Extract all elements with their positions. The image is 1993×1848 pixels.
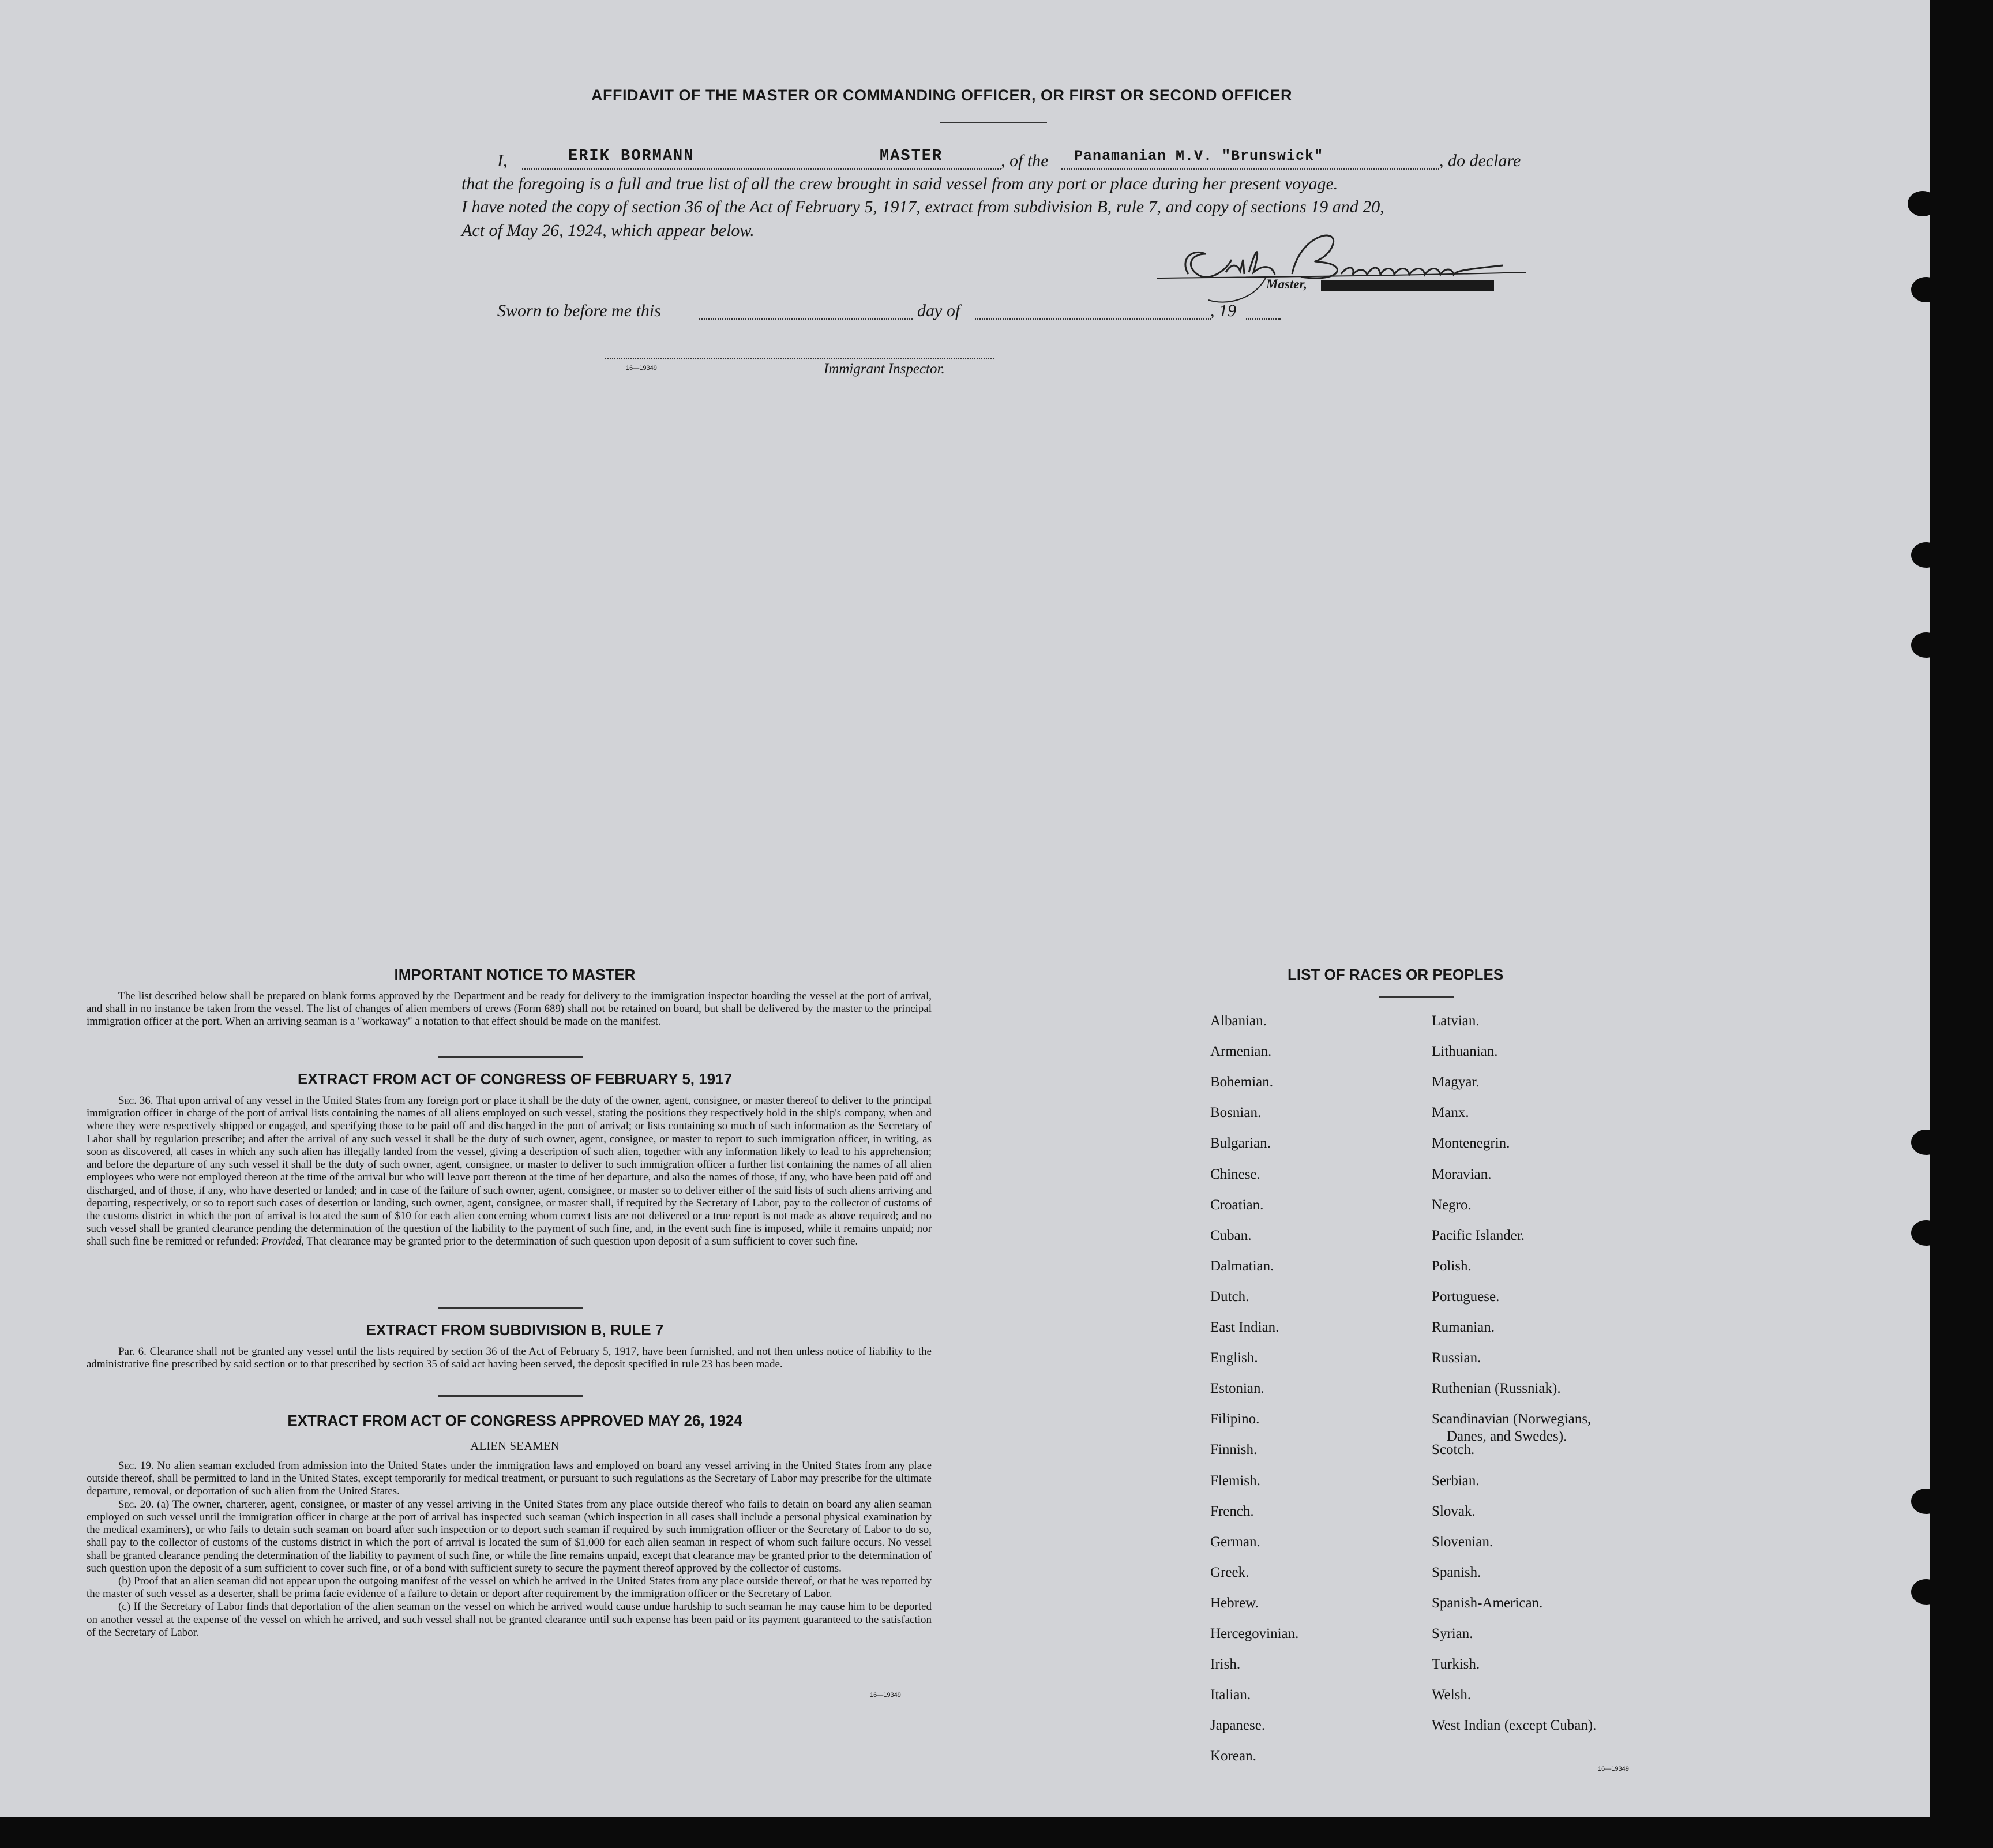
punch-hole (1911, 542, 1930, 568)
race-item: Korean. (1210, 1748, 1256, 1764)
race-item: Negro. (1432, 1197, 1472, 1213)
sec-19-label: Sec. 19. (118, 1460, 154, 1472)
race-item: Magyar. (1432, 1074, 1480, 1090)
race-item: Spanish-American. (1432, 1595, 1543, 1611)
year-label: , 19 (1210, 301, 1236, 320)
sec-20a-text (87, 1498, 932, 1575)
race-item: Greek. (1210, 1565, 1249, 1580)
vessel-field[interactable]: Panamanian M.V. "Brunswick" (1074, 148, 1324, 164)
i-prefix: I, (497, 151, 508, 170)
race-item: Italian. (1210, 1687, 1251, 1703)
notice-text: The list described below shall be prepared on blank forms approved by the Department and be ready for delivery to the immigration inspector boarding the vessel at the port of arrival, and shall in no instance be taken from the vessel. The list of changes of alien members of crews (Form 689) shall not be retained on board, but shall be delivered by the master to the principal immigration officer at the port. When an arriving seaman is a "workaway" a notation to that effect should be made on the manifest. (87, 990, 932, 1028)
race-item: Dalmatian. (1210, 1258, 1274, 1274)
race-item: Manx. (1432, 1105, 1469, 1120)
master-name-field[interactable]: ERIK BORMANN (568, 148, 695, 165)
extract-1924-title: EXTRACT FROM ACT OF CONGRESS APPROVED MAY 26, 1924 (287, 1412, 742, 1429)
races-title: LIST OF RACES OR PEOPLES (1288, 966, 1504, 983)
race-item: German. (1210, 1534, 1260, 1550)
master-label: Master, (1266, 277, 1307, 291)
alien-seamen-subtitle: ALIEN SEAMEN (470, 1439, 560, 1453)
sec-20c-text: (c) If the Secretary of Labor finds that deportation of the alien seaman on the vessel on which he arrived would cause undue hardship to such seaman he may cause him to be deported on another vessel at the expense of the vessel on which he arrived, and such vessel shall not be granted clearance until such expense has been paid or its payment guaranteed to the satisfaction of the Secretary of Labor. (87, 1600, 932, 1639)
race-item: Danes, and Swedes). (1447, 1429, 1567, 1444)
extract-1917-text (87, 1094, 932, 1249)
race-item: Moravian. (1432, 1167, 1492, 1182)
subdivision-text: Par. 6. Clearance shall not be granted any vessel until the lists required by section 36 of the Act of February 5, 1917, have been furnished, and not then unless notice of liability to the administrative fine prescribed by said section or to that prescribed by section 35 of said act having been served, the deposit specified in rule 23 has been made. (87, 1345, 932, 1371)
extract-form-number: 16—19349 (870, 1692, 901, 1699)
race-item: Slovenian. (1432, 1534, 1493, 1550)
race-item: Lithuanian. (1432, 1044, 1498, 1059)
punch-hole (1911, 1579, 1930, 1605)
vessel-line (1061, 168, 1439, 170)
of-the-label: , of the (1001, 151, 1049, 170)
extract-1917-divider (438, 1307, 583, 1309)
race-item: Flemish. (1210, 1473, 1260, 1489)
do-declare-label: , do declare (1439, 151, 1521, 170)
race-item: Syrian. (1432, 1626, 1473, 1641)
title-divider (940, 122, 1047, 123)
provided-word: Provided, (261, 1235, 305, 1248)
race-item: Ruthenian (Russniak). (1432, 1381, 1561, 1396)
race-item: French. (1210, 1504, 1254, 1519)
name-line (522, 168, 1001, 170)
race-item: Armenian. (1210, 1044, 1272, 1059)
race-item: English. (1210, 1350, 1258, 1366)
sworn-label: Sworn to before me this (497, 301, 661, 320)
race-item: Albanian. (1210, 1013, 1267, 1029)
inspector-signature-line (605, 358, 994, 359)
extract-1924-body (87, 1460, 932, 1639)
race-item: Latvian. (1432, 1013, 1480, 1029)
race-item: Japanese. (1210, 1718, 1266, 1733)
race-item: Estonian. (1210, 1381, 1264, 1396)
race-item: Russian. (1432, 1350, 1481, 1366)
race-item: Bosnian. (1210, 1105, 1262, 1120)
sec-20-label: Sec. 20. (118, 1498, 154, 1510)
subdivision-divider (438, 1395, 583, 1397)
race-item: Scotch. (1432, 1442, 1475, 1457)
extract-1917-title: EXTRACT FROM ACT OF CONGRESS OF FEBRUARY 5, 1917 (297, 1070, 733, 1088)
races-form-number: 16—19349 (1598, 1765, 1629, 1772)
race-item: Polish. (1432, 1258, 1472, 1274)
race-item: Finnish. (1210, 1442, 1258, 1457)
race-item: Serbian. (1432, 1473, 1480, 1489)
notice-title: IMPORTANT NOTICE TO MASTER (394, 966, 636, 983)
race-item: Croatian. (1210, 1197, 1264, 1213)
race-item: Welsh. (1432, 1687, 1472, 1703)
race-item: Scandinavian (Norwegians, (1432, 1411, 1592, 1427)
punch-hole (1911, 1489, 1930, 1514)
punch-hole (1911, 1130, 1930, 1155)
race-item: Filipino. (1210, 1411, 1260, 1427)
race-item: Hebrew. (1210, 1595, 1259, 1611)
subdivision-title: EXTRACT FROM SUBDIVISION B, RULE 7 (366, 1321, 664, 1339)
sworn-day-line (699, 318, 913, 320)
race-item: Chinese. (1210, 1167, 1260, 1182)
race-item: Rumanian. (1432, 1320, 1495, 1335)
race-item: Montenegrin. (1432, 1135, 1510, 1151)
races-divider (1379, 996, 1454, 998)
race-item: Spanish. (1432, 1565, 1481, 1580)
race-item: Slovak. (1432, 1504, 1476, 1519)
sec-36-label: Sec. 36. (118, 1094, 153, 1107)
sec-20a-body: (a) The owner, charterer, agent, consignee, or master of any vessel arriving in the United States from any place outside thereof who fails to detain on board any alien seaman employed on such vessel until the immigration officer in charge at the port of arrival has inspected such seaman (which inspection in all cases shall include a personal physical examination by the medical examiners), or who fails to detain such seaman on board after such inspection or to deport such seaman if required by such immigration officer or the Secretary of Labor to do so, shall pay to the collector of customs of the customs district in which the port of arrival is located the sum of $1,000 for each alien seaman in respect of whom such failure occurs. No vessel shall be granted clearance pending the determination of the liability to payment of such fine, or while the fine remains unpaid, except that clearance may be granted prior to the determination of such question upon the deposit of a sum sufficient to cover such fine, or of a bond with sufficient surety to secure the payment thereof approved by the collector of customs. (87, 1498, 932, 1575)
form-number: 16—19349 (626, 365, 657, 372)
sworn-year-line (1246, 318, 1281, 320)
affidavit-line-4: Act of May 26, 1924, which appear below. (461, 221, 755, 240)
day-of-label: day of (917, 301, 960, 320)
race-item: Dutch. (1210, 1289, 1249, 1305)
sec-20b-text: (b) Proof that an alien seaman did not appear upon the outgoing manifest of the vessel on which he arrived in the United States from any place outside thereof, or that he was reported by the master of such vessel as a deserter, shall be prima facie evidence of a failure to detain or deport after requirement by the immigration officer or the Secretary of Labor. (87, 1575, 932, 1600)
race-item: Hercegovinian. (1210, 1626, 1299, 1641)
race-item: Cuban. (1210, 1228, 1252, 1243)
affidavit-line-3: I have noted the copy of section 36 of the Act of February 5, 1917, extract from subdivision B, rule 7, and copy of sections 19 and 20, (461, 197, 1384, 216)
punch-hole (1911, 1220, 1930, 1246)
race-item: West Indian (except Cuban). (1432, 1718, 1597, 1733)
sec-36-body: That upon arrival of any vessel in the United States from any foreign port or place it shall be the duty of the owner, agent, consignee, or master thereof to deliver to the principal immigration officer in charge of the port of arrival lists containing the names of all aliens employed on such vessel, stating the positions they respectively hold in the ship's company, when and where they were respectively shipped or engaged, and specifying those to be paid off and discharged in the port of arrival; or lists containing so much of such information as the Secretary of Labor shall by regulation prescribe; and after the arrival of any such vessel it shall be the duty of such owner, agent, consignee, or master to report to such immigration officer, in writing, as soon as discovered, all cases in which any such alien has illegally landed from the vessel, giving a description of such alien, together with any information likely to lead to his apprehension; and before the departure of any such vessel it shall be the duty of such owner, agent, consignee, or master to deliver to such immigration officer a further list containing the names of all alien employees who were not employed thereon at the time of the arrival but who will leave port thereon at the time of her departure, and also the names of those, if any, who have been paid off and discharged, and of those, if any, who have deserted or landed; and in case of the failure of such owner, agent, consignee, or master so to deliver either of the said lists of such aliens arriving and departing, respectively, or so to report such cases of desertion or landing, such owner, agent, consignee, or master shall, if required by the Secretary of Labor, pay to the collector of customs of the customs district in which the port of arrival is located the sum of $10 for each alien concerning whom correct lists are not delivered or a true report is not made as above required; and no such vessel shall be granted clearance pending the determination of the question of the liability to the payment of such fine, and, in the event such fine is imposed, while it remains unpaid; nor shall such fine be remitted or refunded: (87, 1094, 932, 1248)
sworn-month-line (975, 318, 1211, 320)
sec-19-text (87, 1460, 932, 1498)
sec-19-body: No alien seaman excluded from admission into the United States under the immigration laws and employed on board any vessel arriving in the United States from any place outside thereof, shall be permitted to land in the United States, except temporarily for medical treatment, or pursuant to such regulations as the Secretary of Labor may prescribe for the ultimate departure, removal, or deportation of such alien from the United States. (87, 1460, 932, 1498)
race-item: Pacific Islander. (1432, 1228, 1525, 1243)
punch-hole (1911, 632, 1930, 658)
struck-out-title (1321, 280, 1494, 291)
rank-field[interactable]: MASTER (880, 148, 943, 165)
race-item: Turkish. (1432, 1656, 1480, 1672)
signature (1157, 219, 1526, 306)
punch-hole (1911, 277, 1930, 302)
affidavit-title: AFFIDAVIT OF THE MASTER OR COMMANDING OFFICER, OR FIRST OR SECOND OFFICER (591, 87, 1292, 104)
race-item: Bulgarian. (1210, 1135, 1271, 1151)
affidavit-line-2: that the foregoing is a full and true list of all the crew brought in said vessel from any port or place during her present voyage. (461, 174, 1338, 193)
race-item: East Indian. (1210, 1320, 1279, 1335)
race-item: Irish. (1210, 1656, 1241, 1672)
sec-36-ending: That clearance may be granted prior to the determination of such question upon deposit of a sum sufficient to cover such fine. (306, 1235, 858, 1248)
notice-divider (438, 1056, 583, 1058)
inspector-label: Immigrant Inspector. (824, 361, 945, 377)
race-item: Portuguese. (1432, 1289, 1500, 1305)
race-item: Bohemian. (1210, 1074, 1274, 1090)
punch-hole (1908, 191, 1930, 216)
